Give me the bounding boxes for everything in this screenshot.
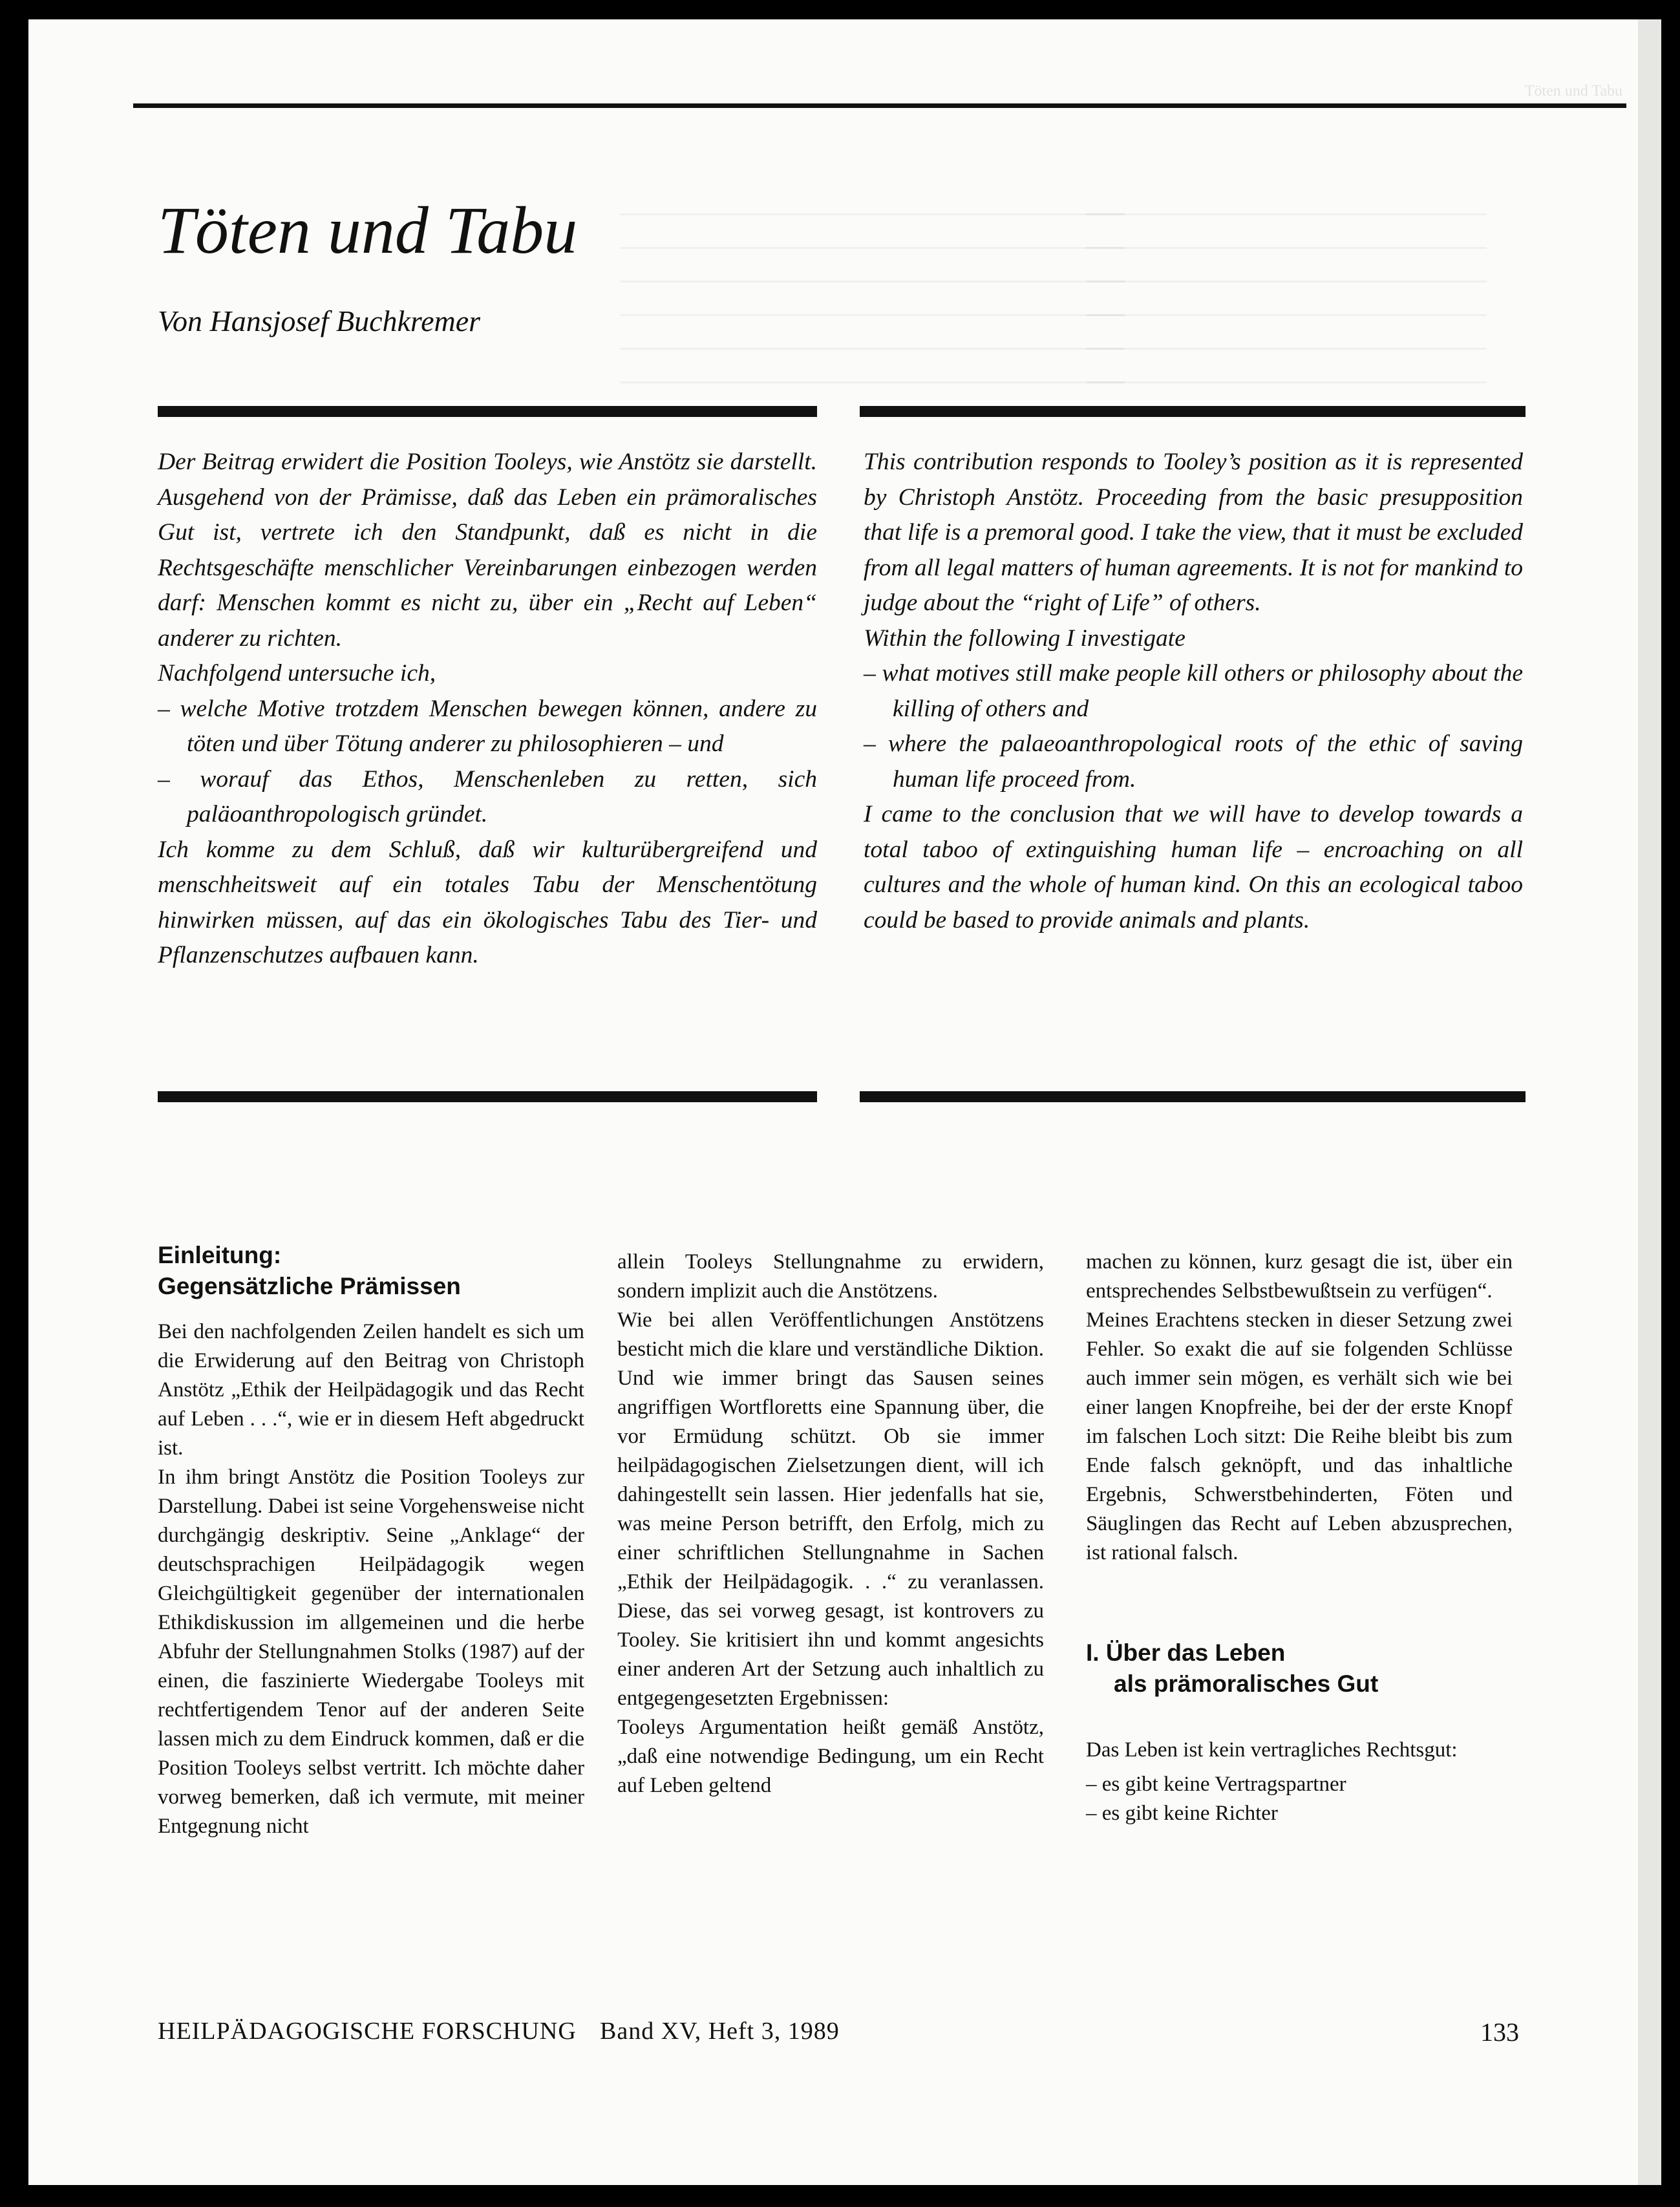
body-paragraph: Meines Erachtens stecken in dieser Setzung zwei Fehler. So exakt die auf sie folgenden Schlüsse auch immer sein mögen, es verhält sich wie bei einer langen Knopfreihe, bei der der erste Knopf im falschen Loch sitzt: Die Reihe bleibt bis zum Ende falsch geknöpft, und das inhaltliche Ergebnis, Schwerstbehinderten, Föten und Säuglingen das Recht auf Leben abzusprechen, ist rational falsch. <box>1086 1308 1513 1564</box>
list-item: – es gibt keine Richter <box>1086 1802 1278 1825</box>
abstract-de-item: – worauf das Ethos, Menschenleben zu retten, sich paläoanthropologisch gründet. <box>158 765 817 827</box>
body-paragraph: In ihm bringt Anstötz die Position Tooleys zur Darstellung. Dabei ist seine Vorgehensweise nicht durchgängig deskriptiv. Seine „Anklage“ der deutschsprachigen Heilpädagogik wegen Gleichgültigkeit gegenüber der internationalen Ethikdiskussion im allgemeinen und die herbe Abfuhr der Stellungnahmen Stolks (1987) auf der einen, die faszinierte Wiedergabe Tooleys mit rechtfertigendem Tenor auf der anderen Seite lassen mich zu dem Eindruck kommen, daß er die Position Tooleys selbst vertritt. Ich möchte daher vorweg bemerken, daß ich vermute, mit meiner Entgegnung nicht <box>158 1466 584 1838</box>
abstract-en-item: – where the palaeoanthropological roots of the ethic of saving human life proceed from. <box>864 730 1523 793</box>
abstract-de-intro: Der Beitrag erwidert die Position Tooleys, wie Anstötz sie darstellt. Ausgehend von der Prämisse, daß das Leben ein prämoralisches Gut ist, vertrete ich den Standpunkt, daß es nicht in die Rechtsgeschäfte menschlicher Vereinbarungen einbezogen werden darf: Menschen kommt es nicht zu, über ein „Recht auf Leben“ anderer zu richten. <box>158 449 817 652</box>
article-author: Von Hansjosef Buchkremer <box>158 304 481 337</box>
abstract-top-rule-left <box>158 406 817 417</box>
abstract-de-item: – welche Motive trotzdem Menschen bewegen können, andere zu töten und über Tötung anderer zu philosophieren – und <box>158 695 817 757</box>
abstract-en-conclusion: I came to the conclusion that we will have to develop towards a total taboo of extinguishing human life – encroaching on all cultures and the whole of human kind. On this an ecological taboo could be based to provide animals and plants. <box>864 801 1523 933</box>
body-column-2 <box>617 1248 1044 1800</box>
footer-issue: Band XV, Heft 3, 1989 <box>600 2018 840 2045</box>
body-paragraph: Wie bei allen Veröffentlichungen Anstötzens besticht mich die klare und verständliche Diktion. Und wie immer bringt das Sausen seines angriffigen Wortfloretts eine Spannung über, die vor Ermüdung schützt. Ob sie immer heilpädagogischen Zielsetzungen dient, will ich dahingestellt sein lassen. Hier jedenfalls hat sie, was meine Person betrifft, den Erfolg, mich zu einer schriftlichen Stellungnahme in Sachen „Ethik der Heilpädagogik. . .“ zu veranlassen. Diese, das sei vorweg gesagt, ist kontrovers zu Tooley. Sie kritisiert ihn und kommt angesichts einer anderen Art der Setzung auch inhaltlich zu entgegengesetzten Ergebnissen: <box>617 1308 1044 1710</box>
abstract-english <box>864 445 1523 938</box>
abstract-bottom-rule-right <box>860 1091 1526 1102</box>
abstract-en-lead: Within the following I investigate <box>864 624 1186 652</box>
footer-journal: HEILPÄDAGOGISCHE FORSCHUNG <box>158 2018 577 2045</box>
abstract-en-intro: This contribution responds to Tooley’s position as it is represented by Christoph Anstötz. Proceeding from the basic presupposition that life is a premoral good. I take the view, that it must be excluded from all legal matters of human agreements. It is not for mankind to judge about the “right of Life” of others. <box>864 449 1523 616</box>
show-through-texture <box>621 213 1125 407</box>
abstract-en-item: – what motives still make people kill others or philosophy about the killing of others and <box>864 660 1523 722</box>
abstract-de-lead: Nachfolgend untersuche ich, <box>158 660 436 687</box>
section-heading-leben <box>1086 1637 1513 1700</box>
section-heading-line: als prämoralisches Gut <box>1114 1670 1379 1697</box>
criteria-list <box>1086 1770 1513 1828</box>
body-paragraph: allein Tooleys Stellungnahme zu erwidern, sondern implizit auch die Anstötzens. <box>617 1250 1044 1303</box>
body-paragraph: Das Leben ist kein vertragliches Rechtsgut: <box>1086 1738 1458 1762</box>
body-paragraph: machen zu können, kurz gesagt die ist, über ein entsprechendes Selbstbewußtsein zu verfügen“. <box>1086 1250 1513 1303</box>
abstract-german <box>158 445 817 974</box>
body-column-1 <box>158 1240 584 1841</box>
article-title: Töten und Tabu <box>158 193 578 268</box>
body-column-3 <box>1086 1248 1513 1828</box>
body-paragraph: Bei den nachfolgenden Zeilen handelt es sich um die Erwiderung auf den Beitrag von Christoph Anstötz „Ethik der Heilpädagogik und das Recht auf Leben . . .“, wie er in diesem Heft abgedruckt ist. <box>158 1320 584 1460</box>
section-heading-line: Gegensätzliche Prämissen <box>158 1273 461 1299</box>
abstract-bottom-rule-left <box>158 1091 817 1102</box>
section-heading-einleitung <box>158 1240 584 1302</box>
abstract-top-rule-right <box>860 406 1526 417</box>
page-number: 133 <box>1480 2018 1519 2047</box>
section-heading-line: I. Über das Leben <box>1086 1639 1286 1666</box>
show-through-texture-2 <box>1086 213 1487 407</box>
top-rule <box>133 103 1626 108</box>
section-heading-line: Einleitung: <box>158 1242 282 1268</box>
body-paragraph: Tooleys Argumentation heißt gemäß Anstötz, „daß eine notwendige Bedingung, um ein Recht auf Leben geltend <box>617 1716 1044 1797</box>
list-item: – es gibt keine Vertragspartner <box>1086 1773 1346 1796</box>
abstract-de-conclusion: Ich komme zu dem Schluß, daß wir kulturübergreifend und menschheitsweit auf ein totales Tabu der Menschentötung hinwirken müssen, auf das ein ökologisches Tabu des Tier- und Pflanzenschutzes aufbauen kann. <box>158 836 817 968</box>
page-edge <box>1638 19 1661 2185</box>
running-head-bleedthrough: Töten und Tabu <box>1524 83 1622 100</box>
